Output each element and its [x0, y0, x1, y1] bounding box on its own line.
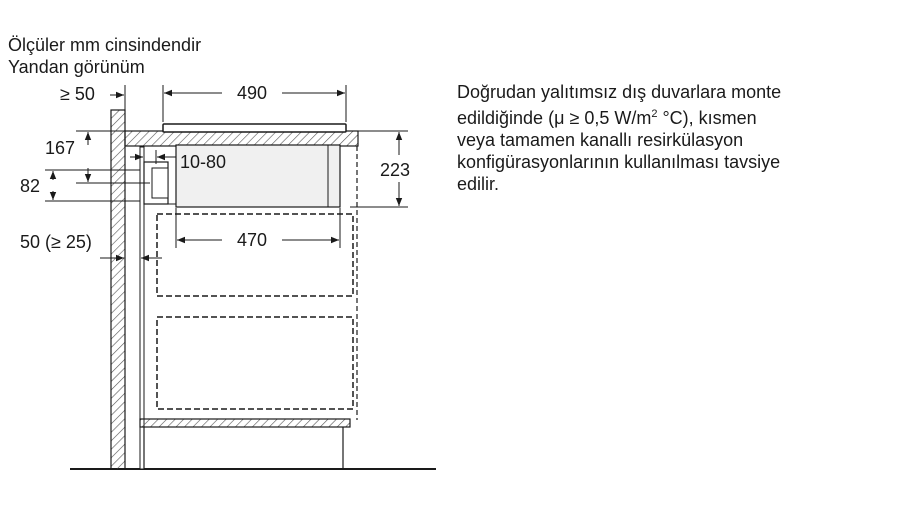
note-text: °C), kısmen — [657, 108, 757, 128]
note-line: konfigürasyonlarının kullanılması tavsiye — [457, 152, 781, 172]
depth-167-label: 167 — [45, 138, 76, 158]
depth-82-label: 82 — [20, 176, 41, 196]
hob-glass — [163, 124, 346, 132]
cabinet-width-label: 470 — [237, 230, 268, 250]
wall-gap-bottom-label: 50 (≥ 25) — [20, 232, 92, 252]
note-line: edilir. — [457, 174, 500, 194]
wall — [111, 110, 125, 469]
duct-range-label: 10-80 — [180, 152, 227, 172]
upper-drawer — [157, 214, 353, 296]
lower-drawer — [157, 317, 353, 409]
units-label: Ölçüler mm cinsindendir — [8, 35, 202, 55]
hob-width-label: 490 — [237, 83, 268, 103]
wall-gap-top-label: ≥ 50 — [60, 84, 95, 104]
note-superscript: 2 — [651, 108, 658, 120]
note-text: edildiğinde (μ ≥ 0,5 W/m — [457, 108, 652, 128]
note-line: Doğrudan yalıtımsız dış duvarlara monte — [457, 82, 782, 102]
worktop — [125, 131, 358, 146]
height-223-label: 223 — [380, 160, 411, 180]
note-line: veya tamamen kanallı resirkülasyon — [457, 130, 744, 150]
duct-connector-inner — [152, 168, 168, 198]
cabinet-bottom — [140, 419, 350, 427]
view-label: Yandan görünüm — [8, 57, 145, 77]
